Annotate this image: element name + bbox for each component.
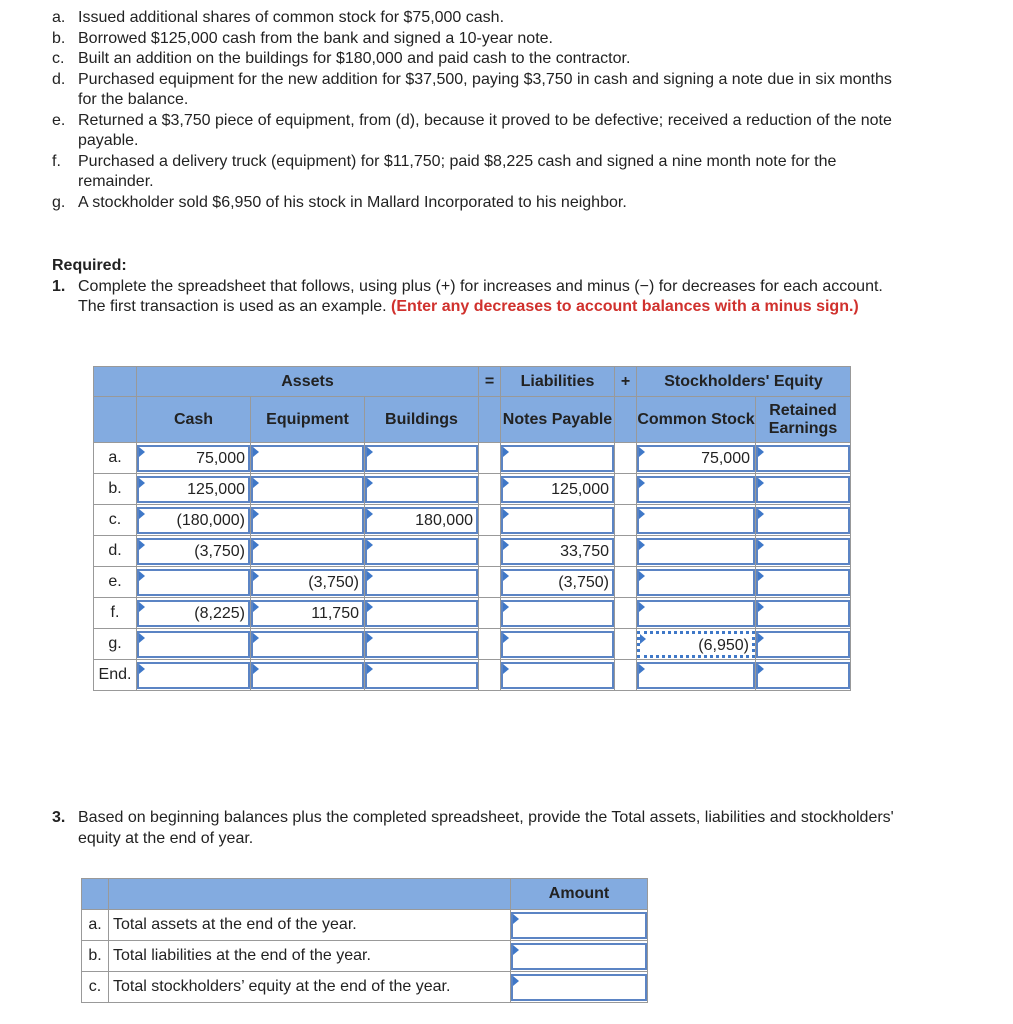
- row-label: g.: [94, 629, 137, 660]
- transaction-key: g.: [52, 193, 66, 211]
- transaction-text: Returned a $3,750 piece of equipment, from (d), because it proved to be defective; received a reduction of the note payable.: [78, 111, 892, 149]
- row-label: a.: [82, 910, 109, 941]
- notes-payable-input[interactable]: [501, 662, 614, 689]
- notes-payable-input[interactable]: [501, 631, 614, 658]
- cash-input[interactable]: (3,750): [137, 538, 250, 565]
- retained-earnings-input[interactable]: [756, 445, 850, 472]
- buildings-input[interactable]: 180,000: [365, 507, 478, 534]
- col-cash: Cash: [137, 397, 251, 443]
- totals-row: [82, 941, 648, 972]
- transaction-item: [52, 70, 902, 111]
- retained-earnings-input[interactable]: [756, 476, 850, 503]
- totals-row: [82, 972, 648, 1003]
- transaction-item: [52, 29, 902, 50]
- row-label: a.: [94, 443, 137, 474]
- transaction-text: Built an addition on the buildings for $180,000 and paid cash to the contractor.: [78, 50, 631, 67]
- retained-earnings-input[interactable]: [756, 569, 850, 596]
- row-label: c.: [82, 972, 109, 1003]
- spreadsheet-row: [94, 474, 851, 505]
- plus-sign: +: [615, 367, 637, 397]
- buildings-input[interactable]: [365, 445, 478, 472]
- notes-payable-input[interactable]: 33,750: [501, 538, 614, 565]
- transaction-key: c.: [52, 50, 65, 67]
- transaction-item: [52, 111, 902, 152]
- buildings-input[interactable]: [365, 662, 478, 689]
- equipment-input[interactable]: 11,750: [251, 600, 364, 627]
- amount-input[interactable]: [511, 912, 647, 939]
- notes-payable-input[interactable]: 125,000: [501, 476, 614, 503]
- equals-sign: =: [479, 367, 501, 397]
- equipment-input[interactable]: [251, 476, 364, 503]
- cash-input[interactable]: [137, 631, 250, 658]
- notes-payable-input[interactable]: [501, 445, 614, 472]
- spreadsheet-row: [94, 598, 851, 629]
- row-label: e.: [94, 567, 137, 598]
- buildings-input[interactable]: [365, 569, 478, 596]
- equipment-input[interactable]: [251, 662, 364, 689]
- required-text: Complete the spreadsheet that follows, using plus (+) for increases and minus (−) for decreases for each account. The first transaction is used as an example.: [78, 277, 883, 315]
- assets-header: Assets: [137, 367, 479, 397]
- common-stock-input[interactable]: (6,950): [637, 631, 755, 658]
- spreadsheet-row: [94, 567, 851, 598]
- spreadsheet-table: [93, 366, 851, 691]
- notes-payable-input[interactable]: [501, 600, 614, 627]
- col-buildings: Buildings: [365, 397, 479, 443]
- amount-header: Amount: [511, 879, 648, 910]
- row-label: End.: [94, 660, 137, 691]
- required-num: 1.: [52, 277, 66, 295]
- row-label: c.: [94, 505, 137, 536]
- transaction-text: Purchased equipment for the new addition for $37,500, paying $3,750 in cash and signing a note due in six months for the balance.: [78, 70, 892, 108]
- notes-payable-input[interactable]: [501, 507, 614, 534]
- cash-input[interactable]: 125,000: [137, 476, 250, 503]
- retained-earnings-input[interactable]: [756, 538, 850, 565]
- col-equipment: Equipment: [251, 397, 365, 443]
- row-label: f.: [94, 598, 137, 629]
- q3-num: 3.: [52, 809, 66, 826]
- q3-text: Based on beginning balances plus the completed spreadsheet, provide the Total assets, liabilities and stockholders' equity at the end of year.: [78, 809, 894, 847]
- transaction-key: b.: [52, 29, 66, 47]
- col-retained-earnings: Retained Earnings: [756, 397, 851, 443]
- transaction-text: A stockholder sold $6,950 of his stock in Mallard Incorporated to his neighbor.: [78, 193, 627, 211]
- row-description: Total stockholders’ equity at the end of the year.: [109, 972, 511, 1003]
- transaction-text: Borrowed $125,000 cash from the bank and signed a 10-year note.: [78, 29, 553, 47]
- spreadsheet-row: [94, 443, 851, 474]
- buildings-input[interactable]: [365, 538, 478, 565]
- retained-earnings-input[interactable]: [756, 600, 850, 627]
- notes-payable-input[interactable]: (3,750): [501, 569, 614, 596]
- col-common-stock: Common Stock: [637, 397, 756, 443]
- equity-header: Stockholders' Equity: [637, 367, 851, 397]
- row-label: b.: [82, 941, 109, 972]
- equipment-input[interactable]: [251, 507, 364, 534]
- transaction-key: e.: [52, 111, 66, 129]
- common-stock-input[interactable]: 75,000: [637, 445, 755, 472]
- cash-input[interactable]: 75,000: [137, 445, 250, 472]
- cash-input[interactable]: [137, 569, 250, 596]
- retained-earnings-input[interactable]: [756, 507, 850, 534]
- required-section: [52, 256, 902, 318]
- row-description: Total assets at the end of the year.: [109, 910, 511, 941]
- transaction-key: f.: [52, 152, 61, 170]
- amount-input[interactable]: [511, 943, 647, 970]
- required-note: (Enter any decreases to account balances with a minus sign.): [391, 298, 859, 315]
- row-label: d.: [94, 536, 137, 567]
- amount-input[interactable]: [511, 974, 647, 1001]
- buildings-input[interactable]: [365, 631, 478, 658]
- cash-input[interactable]: [137, 662, 250, 689]
- buildings-input[interactable]: [365, 476, 478, 503]
- row-description: Total liabilities at the end of the year.: [109, 941, 511, 972]
- row-label: b.: [94, 474, 137, 505]
- question-3: [52, 808, 902, 849]
- required-title: Required:: [52, 257, 127, 274]
- common-stock-input[interactable]: [637, 538, 755, 565]
- transaction-item: [52, 152, 902, 193]
- cash-input[interactable]: (180,000): [137, 507, 250, 534]
- spreadsheet-row: [94, 505, 851, 536]
- transaction-item: [52, 49, 902, 70]
- transaction-item: [52, 193, 902, 214]
- col-notes-payable: Notes Payable: [501, 397, 615, 443]
- liabilities-header: Liabilities: [501, 367, 615, 397]
- totals-table: [81, 878, 648, 1003]
- equipment-input[interactable]: [251, 631, 364, 658]
- spreadsheet-row: [94, 660, 851, 691]
- transaction-list: [52, 8, 902, 213]
- retained-earnings-input[interactable]: [756, 662, 850, 689]
- transaction-key: d.: [52, 70, 66, 88]
- totals-row: [82, 910, 648, 941]
- common-stock-input[interactable]: [637, 662, 755, 689]
- retained-earnings-input[interactable]: [756, 631, 850, 658]
- equipment-input[interactable]: (3,750): [251, 569, 364, 596]
- equipment-input[interactable]: [251, 538, 364, 565]
- cash-input[interactable]: (8,225): [137, 600, 250, 627]
- transaction-item: [52, 8, 902, 29]
- common-stock-input[interactable]: [637, 569, 755, 596]
- common-stock-input[interactable]: [637, 507, 755, 534]
- spreadsheet-row: [94, 629, 851, 660]
- common-stock-input[interactable]: [637, 476, 755, 503]
- buildings-input[interactable]: [365, 600, 478, 627]
- transaction-key: a.: [52, 9, 66, 26]
- common-stock-input[interactable]: [637, 600, 755, 627]
- transaction-text: Purchased a delivery truck (equipment) for $11,750; paid $8,225 cash and signed a nine month note for the remainder.: [78, 152, 837, 190]
- equipment-input[interactable]: [251, 445, 364, 472]
- transaction-text: Issued additional shares of common stock for $75,000 cash.: [78, 9, 505, 26]
- spreadsheet-row: [94, 536, 851, 567]
